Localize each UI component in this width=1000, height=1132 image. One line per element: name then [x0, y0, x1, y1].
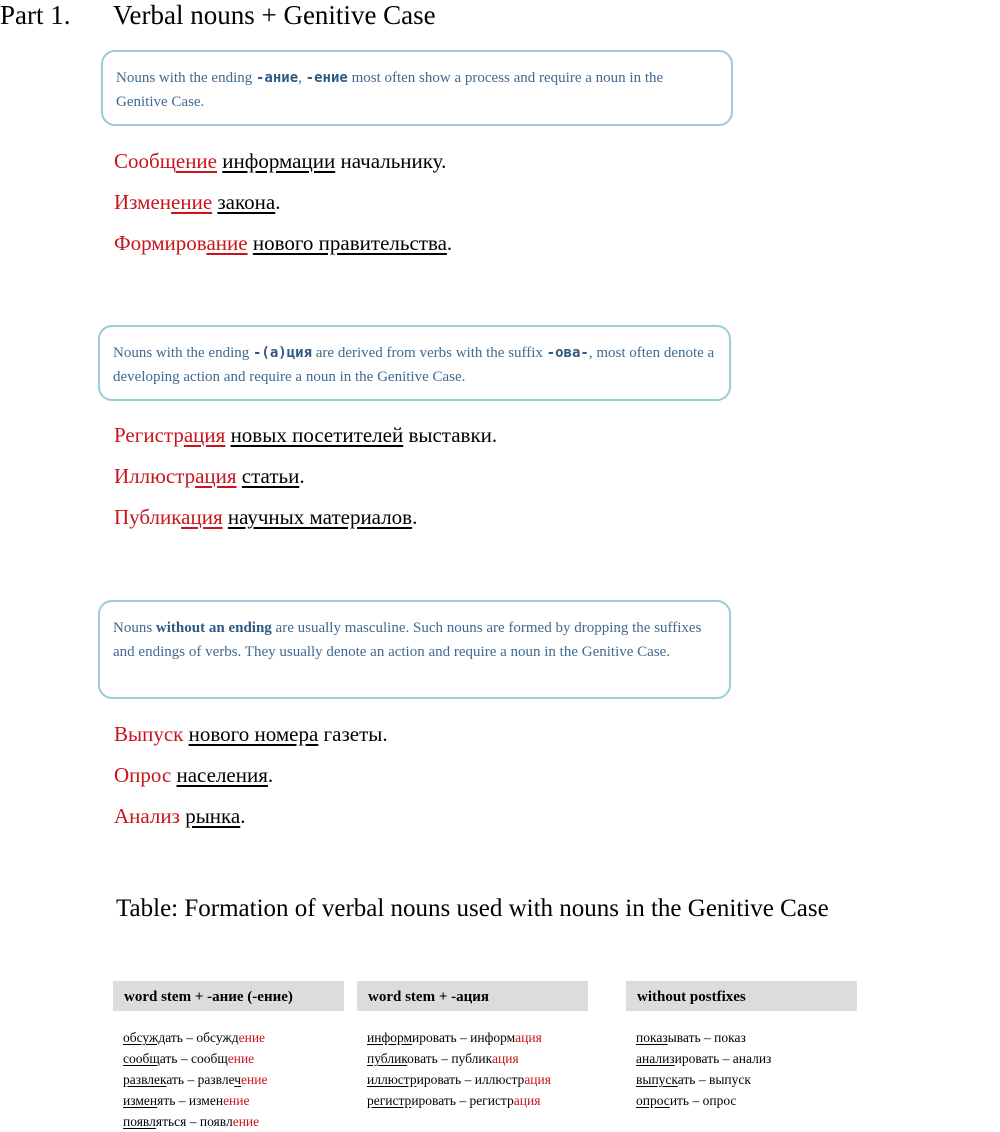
verb-stem: сообщ: [123, 1051, 160, 1066]
part-label: Part 1.: [0, 0, 71, 30]
note-text: are derived from verbs with the suffix: [312, 345, 547, 361]
table-column-no-postfix: [626, 981, 857, 1111]
example-rest: .: [446, 231, 453, 255]
note-box-ending-atsiya: [98, 325, 731, 401]
verb-stem: выпуск: [636, 1072, 678, 1087]
table-row: анализировать – анализ: [636, 1051, 772, 1066]
ending-term: -ение: [305, 70, 348, 86]
note-text: Nouns with the ending: [116, 70, 256, 86]
verbal-noun: Анализ: [114, 804, 180, 828]
example-line: [114, 497, 497, 538]
verbal-noun-ending: ание: [206, 231, 248, 255]
verbal-noun-stem: Измен: [114, 190, 172, 214]
table-row: регистрировать – регистрация: [367, 1093, 541, 1108]
noun-ending: ение: [238, 1030, 266, 1045]
verbal-noun-ending: ация: [195, 464, 237, 488]
noun-stem: измен: [188, 1093, 224, 1108]
note-text: Nouns with the ending: [113, 345, 253, 361]
examples-list: [114, 141, 452, 264]
example-line: [114, 796, 388, 837]
table-column-body: [626, 1011, 857, 1111]
verbal-noun-stem: Публик: [114, 505, 182, 529]
page-title: Verbal nouns + Genitive Case: [113, 0, 436, 30]
verb-stem: появл: [123, 1114, 156, 1129]
verbal-noun-ending: ация: [181, 505, 223, 529]
genitive-noun: научных материалов: [227, 505, 413, 529]
verb-ending: ать: [677, 1072, 696, 1087]
verb-ending: ать: [166, 1072, 185, 1087]
verb-ending: ировать: [412, 1030, 457, 1045]
noun-stem: анализ: [732, 1051, 772, 1066]
note-text: are usually masculine. Such nouns are formed by dropping the suffixes and endings of verbs. They usually denote an action and require a noun in the Genitive Case.: [113, 620, 702, 660]
genitive-noun: рынка: [185, 804, 241, 828]
genitive-noun: нового правительства: [252, 231, 447, 255]
verb-stem: информ: [367, 1030, 413, 1045]
noun-ending: ация: [491, 1051, 519, 1066]
note-box-ending-anie: [101, 50, 733, 126]
noun-consonant-change: ч: [234, 1072, 242, 1087]
table-row: выпускать – выпуск: [636, 1072, 751, 1087]
table-column-body: [357, 1011, 588, 1111]
noun-stem: выпуск: [708, 1072, 751, 1087]
noun-ending: ение: [232, 1114, 260, 1129]
noun-stem: появл: [199, 1114, 233, 1129]
example-line: [114, 141, 452, 182]
table-row: сообщать – сообщение: [123, 1051, 255, 1066]
example-rest: выставки.: [403, 423, 498, 447]
table-column-header: word stem + -ание (-ение): [113, 981, 344, 1011]
noun-stem: регистр: [469, 1093, 514, 1108]
noun-stem: опрос: [702, 1093, 737, 1108]
verbal-noun: Выпуск: [114, 722, 184, 746]
verbal-noun-stem: Формиров: [114, 231, 207, 255]
table-row: обсуждать – обсуждение: [123, 1030, 266, 1045]
example-line: [114, 223, 452, 264]
verb-ending: ировать: [674, 1051, 720, 1066]
verbal-noun-stem: Сообщ: [114, 149, 176, 173]
genitive-noun: новых посетителей: [230, 423, 404, 447]
examples-list: [114, 415, 497, 538]
verb-ending: ать: [159, 1051, 178, 1066]
example-line: [114, 182, 452, 223]
verb-stem: иллюстр: [367, 1072, 417, 1087]
ending-term: -(а)ция: [253, 345, 313, 361]
verb-ending: ировать: [411, 1093, 456, 1108]
table-row: информировать – информация: [367, 1030, 542, 1045]
example-line: [114, 456, 497, 497]
verb-stem: анализ: [636, 1051, 675, 1066]
table-row: иллюстрировать – иллюстрация: [367, 1072, 551, 1087]
examples-list: [114, 714, 388, 837]
verbal-noun-ending: ация: [183, 423, 226, 447]
table-row: появляться – появление: [123, 1114, 260, 1129]
noun-stem: иллюстр: [474, 1072, 525, 1087]
noun-stem: развле: [197, 1072, 235, 1087]
verb-stem: опрос: [636, 1093, 670, 1108]
ending-term: -ание: [256, 70, 299, 86]
verb-ending: ять: [157, 1093, 176, 1108]
verb-stem: измен: [123, 1093, 158, 1108]
noun-stem: обсужд: [196, 1030, 239, 1045]
table-caption: Table: Formation of verbal nouns used with nouns in the Genitive Case: [116, 895, 829, 922]
noun-ending: ация: [524, 1072, 551, 1087]
example-rest: .: [299, 464, 305, 488]
example-rest: начальнику.: [335, 149, 447, 173]
note-text: , most often denote a developing action and require a noun in the Genitive Case.: [113, 345, 715, 385]
verb-ending: ировать: [416, 1072, 462, 1087]
table-row: изменять – изменение: [123, 1093, 250, 1108]
note-box-no-ending: [98, 600, 731, 699]
table-column-anie: [113, 981, 344, 1132]
note-text: most often show a process and require a noun in the Genitive Case.: [116, 70, 664, 110]
example-rest: газеты.: [318, 722, 388, 746]
example-rest: .: [275, 190, 281, 214]
noun-stem: публик: [451, 1051, 492, 1066]
verb-ending: ить: [669, 1093, 690, 1108]
table-column-body: [113, 1011, 344, 1132]
example-rest: .: [240, 804, 246, 828]
noun-ending: ение: [241, 1072, 268, 1087]
verb-stem: регистр: [367, 1093, 412, 1108]
verb-stem: обсужд: [123, 1030, 166, 1045]
verb-stem: публик: [367, 1051, 408, 1066]
example-rest: .: [412, 505, 418, 529]
example-rest: .: [267, 763, 274, 787]
noun-ending: ация: [515, 1030, 542, 1045]
verb-ending: ать: [165, 1030, 183, 1045]
table-column-header: without postfixes: [626, 981, 857, 1011]
table-row: показывать – показ: [636, 1030, 746, 1045]
noun-ending: ение: [223, 1093, 250, 1108]
verb-ending: яться: [155, 1114, 187, 1129]
bold-term: without an ending: [155, 620, 272, 636]
verbal-noun-ending: ение: [175, 149, 217, 173]
verbal-noun: Опрос: [114, 763, 172, 787]
verbal-noun-stem: Иллюстр: [114, 464, 196, 488]
example-line: [114, 755, 388, 796]
verbal-noun-stem: Регистр: [114, 423, 184, 447]
example-line: [114, 714, 388, 755]
noun-ending: ация: [513, 1093, 541, 1108]
verb-stem: показ: [636, 1030, 668, 1045]
note-text: Nouns: [113, 620, 156, 636]
table-row: развлекать – развлечение: [123, 1072, 268, 1087]
table-column-header: word stem + -ация: [357, 981, 588, 1011]
table-row: публиковать – публикация: [367, 1051, 519, 1066]
verb-stem: развлек: [123, 1072, 167, 1087]
noun-stem: показ: [714, 1030, 746, 1045]
noun-stem: сообщ: [190, 1051, 228, 1066]
suffix-term: -ова-: [546, 345, 589, 361]
table-row: опросить – опрос: [636, 1093, 737, 1108]
genitive-noun: населения: [176, 763, 268, 787]
verbal-noun-ending: ение: [171, 190, 213, 214]
genitive-noun: информации: [222, 149, 336, 173]
noun-ending: ение: [227, 1051, 255, 1066]
noun-stem: информ: [470, 1030, 516, 1045]
example-line: [114, 415, 497, 456]
genitive-noun: статьи: [241, 464, 300, 488]
note-text: ,: [298, 70, 306, 86]
genitive-noun: нового номера: [188, 722, 319, 746]
verb-ending: овать: [407, 1051, 438, 1066]
genitive-noun: закона: [217, 190, 276, 214]
verb-ending: ывать: [667, 1030, 701, 1045]
table-column-atsiya: [357, 981, 588, 1111]
